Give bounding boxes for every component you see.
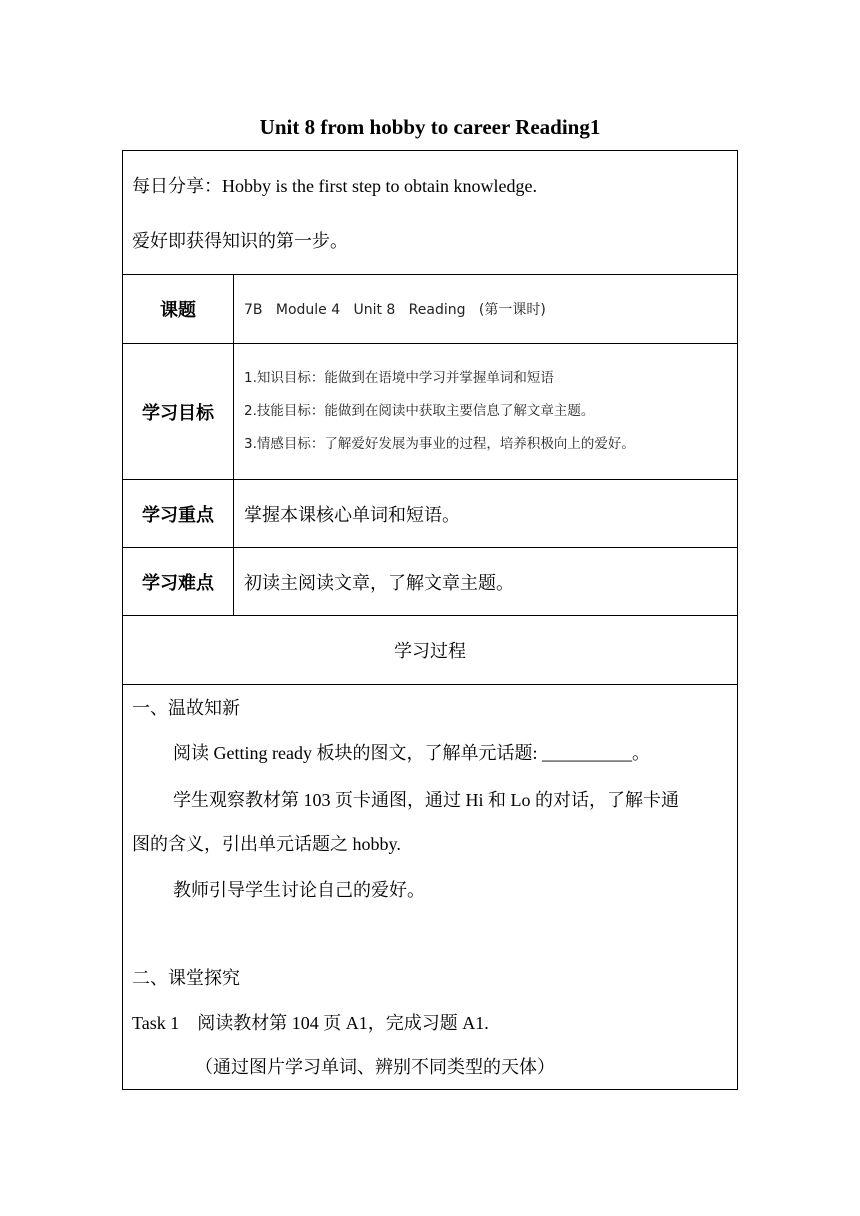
- section2-title: 二、课堂探究: [132, 968, 240, 988]
- task1-text: Task 1 阅读教材第 104 页 A1，完成习题 A1.: [132, 1013, 489, 1033]
- difficulties-row: [123, 548, 737, 616]
- key-points-value: 掌握本课核心单词和短语。: [244, 504, 460, 525]
- goals-row: [123, 344, 737, 480]
- difficulties-label: 学习难点: [123, 548, 234, 615]
- process-header-row: [123, 616, 737, 685]
- daily-share-text: 每日分享：Hobby is the first step to obtain knowledge.: [132, 176, 537, 196]
- task1-note: （通过图片学习单词、辨别不同类型的天体）: [195, 1057, 555, 1077]
- section1-title: 一、温故知新: [132, 698, 240, 718]
- difficulties-value-cell: [234, 548, 737, 615]
- process-paragraph: 教师引导学生讨论自己的爱好。: [173, 880, 425, 900]
- topic-label: 课题: [123, 275, 234, 343]
- lesson-plan-table: [122, 150, 738, 1090]
- daily-share-row: [123, 151, 737, 275]
- goal-item: 3.情感目标：了解爱好发展为事业的过程，培养积极向上的爱好。: [244, 436, 635, 452]
- process-paragraph: 阅读 Getting ready 板块的图文，了解单元话题: __________。: [173, 743, 650, 763]
- goals-label: 学习目标: [123, 344, 234, 479]
- topic-row: [123, 275, 737, 344]
- document-title: Unit 8 from hobby to career Reading1: [259, 115, 601, 139]
- difficulties-value: 初读主阅读文章，了解文章主题。: [244, 572, 514, 593]
- goal-item: 1.知识目标：能做到在语境中学习并掌握单词和短语: [244, 370, 554, 386]
- process-content-row: [123, 685, 737, 1089]
- goals-list: [244, 362, 635, 461]
- goal-item: 2.技能目标：能做到在阅读中获取主要信息了解文章主题。: [244, 403, 595, 419]
- key-points-label: 学习重点: [123, 480, 234, 547]
- key-points-value-cell: [234, 480, 737, 547]
- process-paragraph: 学生观察教材第 103 页卡通图，通过 Hi 和 Lo 的对话，了解卡通: [173, 790, 679, 810]
- daily-share-translation: 爱好即获得知识的第一步。: [132, 231, 348, 251]
- topic-value-cell: [234, 275, 737, 343]
- key-points-row: [123, 480, 737, 548]
- process-paragraph: 图的含义，引出单元话题之 hobby.: [132, 834, 401, 854]
- topic-value: 7B Module 4 Unit 8 Reading (第一课时): [244, 302, 546, 318]
- process-header: 学习过程: [394, 641, 466, 661]
